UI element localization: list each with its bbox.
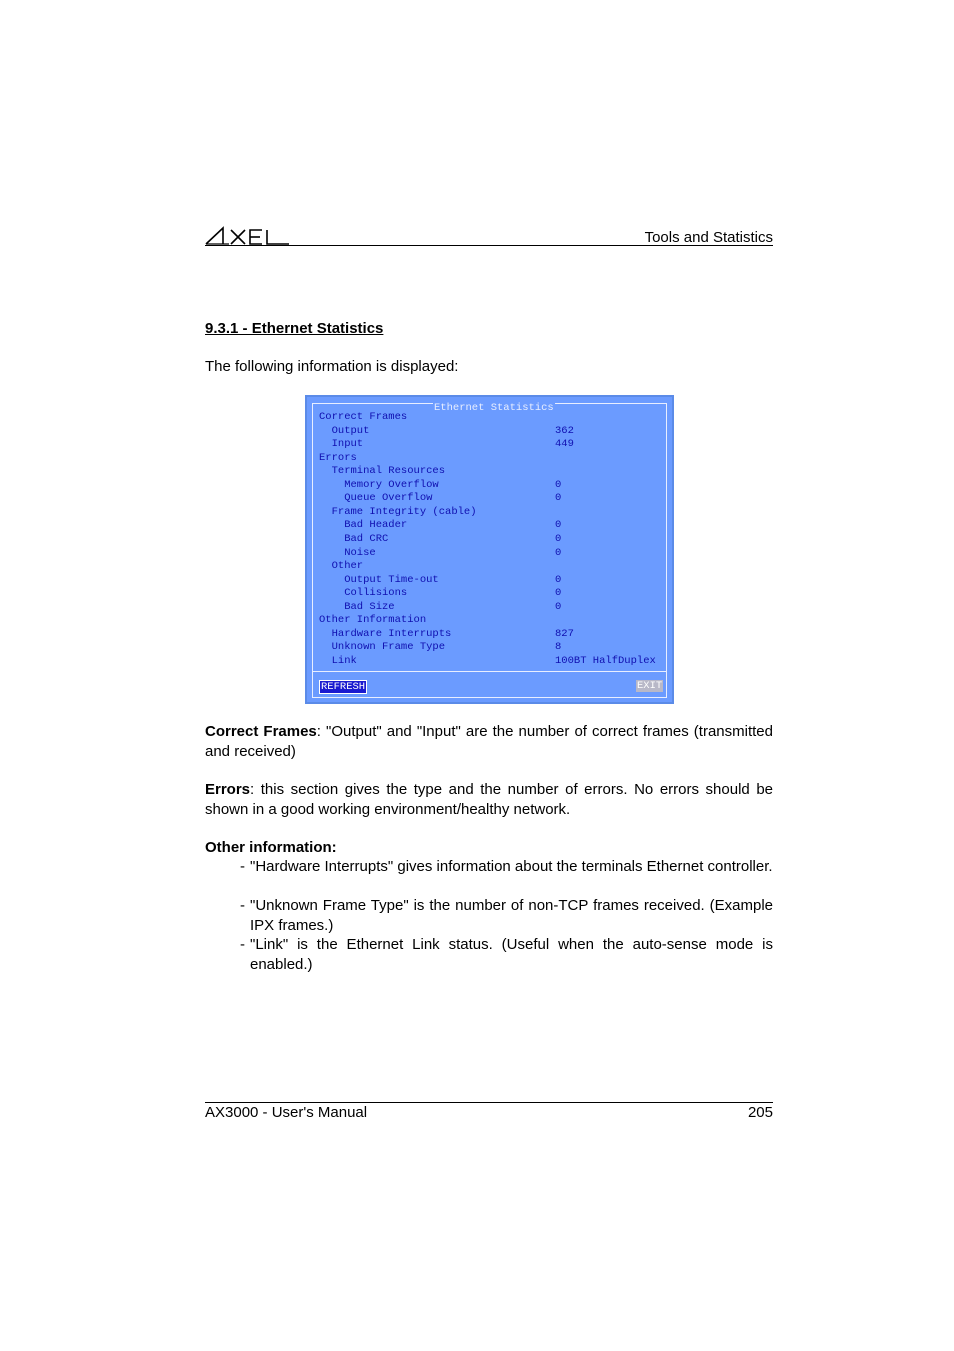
bullet-dash: - bbox=[240, 858, 245, 875]
stat-value: 0 bbox=[555, 532, 562, 545]
bullet-text: "Unknown Frame Type" is the number of non-TCP frames received. (Example IPX frames.) bbox=[250, 897, 773, 934]
stat-label: Output bbox=[319, 424, 370, 437]
stat-label: Input bbox=[319, 438, 364, 451]
other-information-heading: Other information: bbox=[205, 839, 337, 856]
exit-button[interactable]: EXIT bbox=[637, 680, 663, 692]
stat-label: Other bbox=[319, 560, 364, 573]
stat-value: 0 bbox=[555, 600, 562, 613]
bullet-text: "Link" is the Ethernet Link status. (Useful when the auto-sense mode is enabled.) bbox=[250, 936, 773, 973]
intro-text: The following information is displayed: bbox=[205, 358, 459, 375]
stat-value: 827 bbox=[555, 627, 574, 640]
correct-frames-paragraph bbox=[205, 722, 773, 761]
terminal-separator bbox=[312, 671, 667, 672]
stat-value: 362 bbox=[555, 424, 574, 437]
bullet-text: "Hardware Interrupts" gives information about the terminals Ethernet controller. bbox=[250, 858, 773, 875]
terminal-title: Ethernet Statistics bbox=[434, 402, 554, 414]
stat-label: Noise bbox=[319, 546, 376, 559]
stat-label: Bad Header bbox=[319, 519, 408, 532]
stat-label: Collisions bbox=[319, 587, 408, 600]
stat-value: 0 bbox=[555, 573, 562, 586]
stat-label: Memory Overflow bbox=[319, 478, 439, 491]
stat-label: Output Time-out bbox=[319, 573, 439, 586]
stat-label: Bad CRC bbox=[319, 532, 389, 545]
stat-value: 449 bbox=[555, 438, 574, 451]
errors-term: Errors bbox=[205, 781, 251, 798]
refresh-button[interactable]: REFRESH bbox=[321, 681, 366, 693]
footer-rule bbox=[205, 1102, 773, 1103]
stat-label: Hardware Interrupts bbox=[319, 627, 452, 640]
stat-label: Terminal Resources bbox=[319, 465, 446, 478]
stat-label: Bad Size bbox=[319, 600, 395, 613]
bullet-dash: - bbox=[240, 936, 245, 953]
correct-frames-text: : "Output" and "Input" are the number of correct frames (transmitted and received) bbox=[205, 723, 773, 760]
stat-label: Queue Overflow bbox=[319, 492, 433, 505]
stat-value: 100BT HalfDuplex bbox=[555, 654, 656, 667]
errors-paragraph bbox=[205, 780, 773, 819]
errors-text: : this section gives the type and the number of errors. No errors should be shown in a good working environment/healthy network. bbox=[205, 781, 773, 818]
stat-label: Errors bbox=[319, 451, 357, 464]
stat-value: 0 bbox=[555, 546, 562, 559]
bullet-unknown-frame-type bbox=[240, 896, 773, 935]
stat-value: 0 bbox=[555, 519, 562, 532]
stat-value: 0 bbox=[555, 492, 562, 505]
bullet-hardware-interrupts bbox=[240, 857, 773, 877]
stat-label: Correct Frames bbox=[319, 411, 408, 423]
bullet-dash: - bbox=[240, 897, 245, 914]
ethernet-statistics-screen bbox=[305, 395, 674, 704]
section-title: 9.3.1 - Ethernet Statistics bbox=[205, 320, 384, 337]
bullet-link bbox=[240, 935, 773, 974]
axel-logo bbox=[205, 226, 291, 246]
stat-value: 0 bbox=[555, 478, 562, 491]
stat-value: 8 bbox=[555, 641, 562, 654]
footer-manual-title: AX3000 - User's Manual bbox=[205, 1104, 368, 1121]
stat-value: 0 bbox=[555, 587, 562, 600]
stat-label: Frame Integrity (cable) bbox=[319, 505, 477, 518]
header-section: Tools and Statistics bbox=[644, 229, 773, 246]
correct-frames-term: Correct Frames bbox=[205, 723, 317, 740]
stat-label: Other Information bbox=[319, 614, 427, 627]
stat-label: Link bbox=[319, 654, 357, 667]
footer-page-number: 205 bbox=[747, 1104, 773, 1121]
stat-label: Unknown Frame Type bbox=[319, 641, 446, 654]
